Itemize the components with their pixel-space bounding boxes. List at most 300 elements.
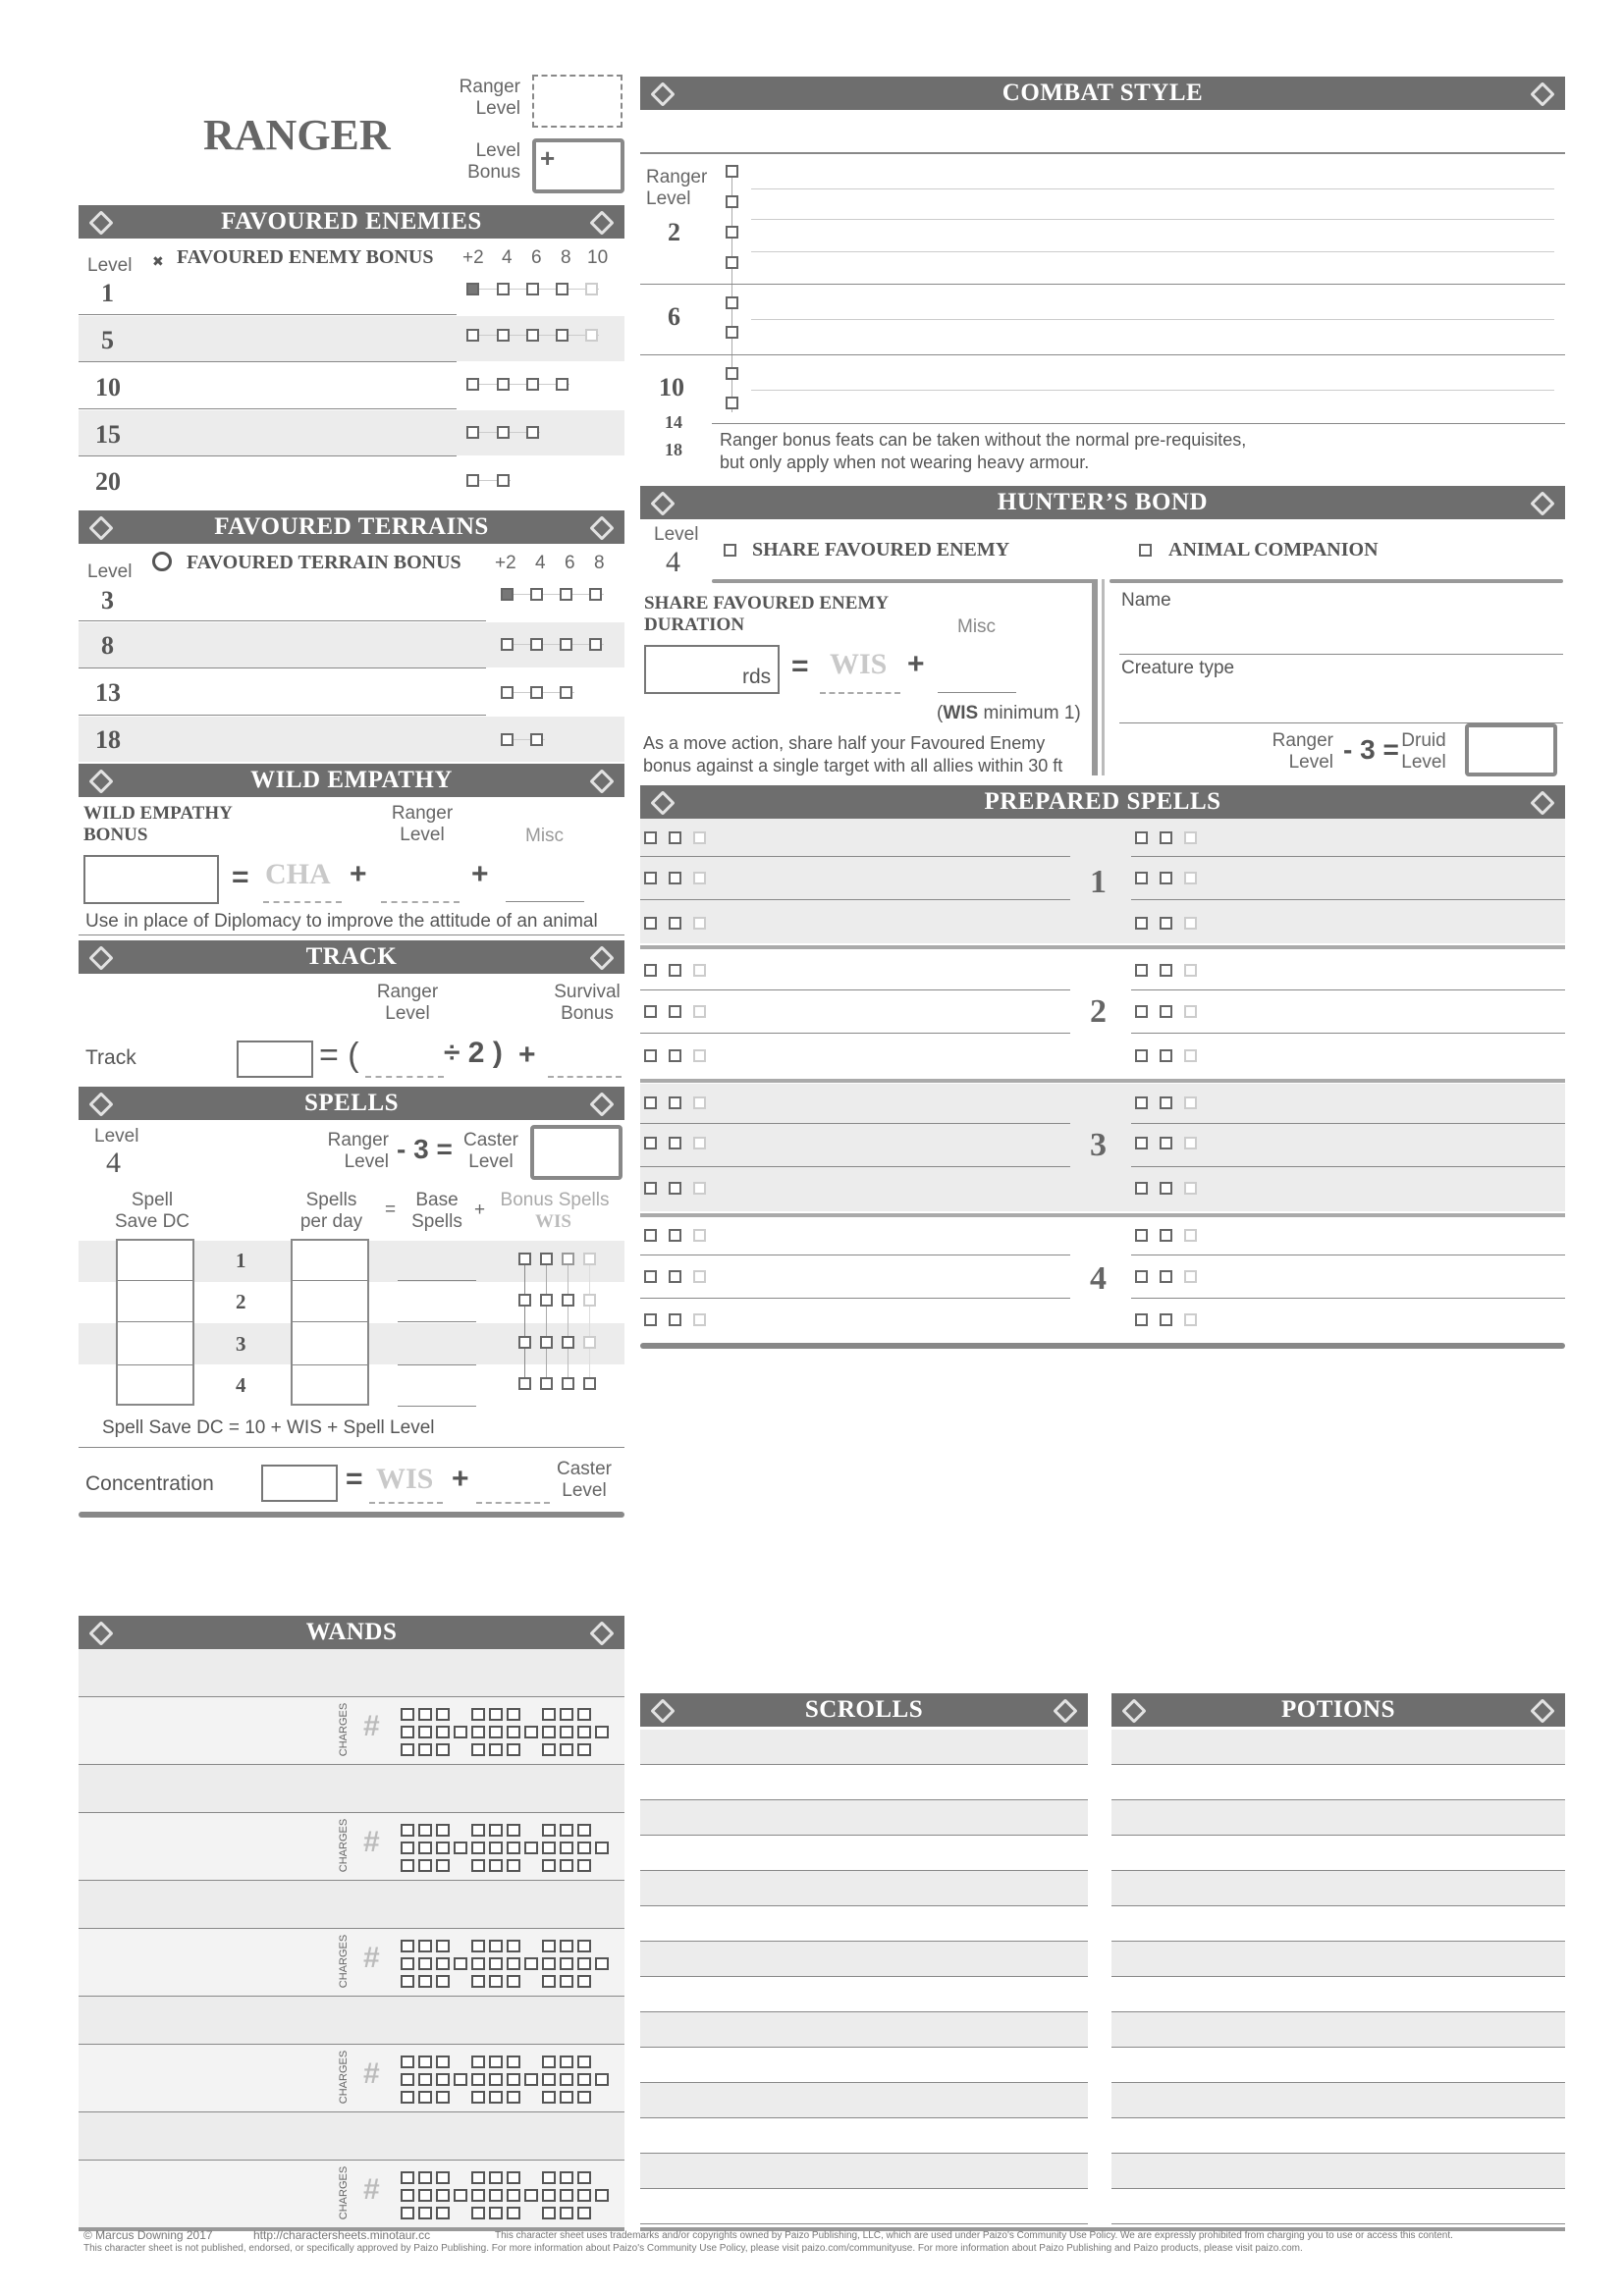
wand-charge-checkbox[interactable] xyxy=(401,1975,414,1988)
wand-charge-checkbox[interactable] xyxy=(489,2207,503,2219)
prepared-slot-checkbox[interactable] xyxy=(1160,917,1172,930)
wand-charge-checkbox[interactable] xyxy=(471,1975,485,1988)
prepared-slot-checkbox[interactable] xyxy=(644,1270,657,1283)
wand-charge-checkbox[interactable] xyxy=(471,1957,485,1970)
wand-charge-checkbox[interactable] xyxy=(436,1824,450,1837)
prepared-slot-checkbox[interactable] xyxy=(644,917,657,930)
wand-charge-checkbox[interactable] xyxy=(436,1957,450,1970)
fe-checkbox[interactable] xyxy=(497,378,510,391)
ft-checkbox[interactable] xyxy=(530,638,543,651)
wand-charge-checkbox[interactable] xyxy=(401,1708,414,1721)
wand-charge-checkbox[interactable] xyxy=(542,1726,556,1738)
prepared-slot-checkbox[interactable] xyxy=(1135,964,1148,977)
fe-checkbox[interactable] xyxy=(556,283,568,295)
prepared-slot-checkbox[interactable] xyxy=(1184,1096,1197,1109)
fe-checkbox[interactable] xyxy=(526,329,539,342)
prepared-slot-checkbox[interactable] xyxy=(1135,1137,1148,1149)
wand-charge-checkbox[interactable] xyxy=(542,1842,556,1854)
prepared-slot-checkbox[interactable] xyxy=(1135,1182,1148,1195)
wand-charge-checkbox[interactable] xyxy=(471,1940,485,1952)
ft-checkbox[interactable] xyxy=(501,638,514,651)
wand-charge-checkbox[interactable] xyxy=(542,1957,556,1970)
cs-feat-checkbox[interactable] xyxy=(726,226,738,239)
prepared-slot-checkbox[interactable] xyxy=(644,1229,657,1242)
bonus-spell-checkbox[interactable] xyxy=(562,1253,574,1265)
wand-charge-checkbox[interactable] xyxy=(489,1842,503,1854)
wand-charge-checkbox[interactable] xyxy=(489,1743,503,1756)
prepared-slot-checkbox[interactable] xyxy=(644,1005,657,1018)
prepared-slot-checkbox[interactable] xyxy=(1160,1005,1172,1018)
potion-row-line[interactable] xyxy=(1111,1905,1565,1906)
scroll-row-line[interactable] xyxy=(640,1976,1088,1977)
wand-charge-checkbox[interactable] xyxy=(436,1859,450,1872)
cs-feat-checkbox[interactable] xyxy=(726,326,738,339)
ft-checkbox[interactable] xyxy=(560,588,572,601)
wand-charge-checkbox[interactable] xyxy=(401,2091,414,2104)
scroll-row-line[interactable] xyxy=(640,1835,1088,1836)
fe-checkbox[interactable] xyxy=(466,378,479,391)
wand-charge-checkbox[interactable] xyxy=(577,1957,591,1970)
potion-row-line[interactable] xyxy=(1111,1976,1565,1977)
fe-checkbox[interactable] xyxy=(556,329,568,342)
wand-charge-checkbox[interactable] xyxy=(524,1726,538,1738)
bonus-spell-checkbox[interactable] xyxy=(583,1336,596,1349)
wand-charge-checkbox[interactable] xyxy=(560,1975,573,1988)
wand-charge-checkbox[interactable] xyxy=(595,1842,609,1854)
wand-charge-checkbox[interactable] xyxy=(471,1743,485,1756)
wand-charge-checkbox[interactable] xyxy=(507,2056,520,2068)
wand-charge-checkbox[interactable] xyxy=(560,1842,573,1854)
prepared-slot-checkbox[interactable] xyxy=(1160,1137,1172,1149)
wand-charge-checkbox[interactable] xyxy=(436,2056,450,2068)
wand-charge-checkbox[interactable] xyxy=(577,2091,591,2104)
wand-charge-checkbox[interactable] xyxy=(436,1940,450,1952)
wand-charge-checkbox[interactable] xyxy=(454,2073,467,2086)
wand-charge-checkbox[interactable] xyxy=(418,1824,432,1837)
prepared-slot-checkbox[interactable] xyxy=(1184,1229,1197,1242)
prepared-slot-checkbox[interactable] xyxy=(1160,1229,1172,1242)
ft-checkbox[interactable] xyxy=(589,588,602,601)
prepared-slot-checkbox[interactable] xyxy=(1160,1096,1172,1109)
wand-charge-checkbox[interactable] xyxy=(560,1940,573,1952)
prepared-slot-checkbox[interactable] xyxy=(693,1229,706,1242)
prepared-slot-checkbox[interactable] xyxy=(644,872,657,884)
prepared-slot-checkbox[interactable] xyxy=(669,1005,681,1018)
prepared-slot-checkbox[interactable] xyxy=(693,1096,706,1109)
wand-charge-checkbox[interactable] xyxy=(560,2171,573,2184)
wand-charge-checkbox[interactable] xyxy=(577,1940,591,1952)
concentration-box[interactable] xyxy=(261,1465,338,1502)
wand-charge-checkbox[interactable] xyxy=(418,1859,432,1872)
wand-charge-checkbox[interactable] xyxy=(489,1975,503,1988)
wand-charge-checkbox[interactable] xyxy=(489,2091,503,2104)
wand-charge-checkbox[interactable] xyxy=(489,2073,503,2086)
wand-charge-checkbox[interactable] xyxy=(489,1824,503,1837)
wand-charge-checkbox[interactable] xyxy=(560,1824,573,1837)
fe-checkbox[interactable] xyxy=(466,329,479,342)
wand-charge-checkbox[interactable] xyxy=(542,2207,556,2219)
prepared-slot-checkbox[interactable] xyxy=(693,917,706,930)
wand-charge-checkbox[interactable] xyxy=(471,2171,485,2184)
wand-charge-checkbox[interactable] xyxy=(401,2073,414,2086)
cs-feat-checkbox[interactable] xyxy=(726,397,738,409)
prepared-slot-checkbox[interactable] xyxy=(1184,1005,1197,1018)
we-bonus-box[interactable] xyxy=(83,855,219,904)
wand-charge-checkbox[interactable] xyxy=(507,1859,520,1872)
wand-charge-checkbox[interactable] xyxy=(542,2073,556,2086)
wand-charge-checkbox[interactable] xyxy=(542,1940,556,1952)
bonus-spell-checkbox[interactable] xyxy=(518,1336,531,1349)
prepared-slot-checkbox[interactable] xyxy=(644,1096,657,1109)
wand-charge-checkbox[interactable] xyxy=(595,2189,609,2202)
ft-checkbox[interactable] xyxy=(501,686,514,699)
prepared-slot-checkbox[interactable] xyxy=(1135,1049,1148,1062)
prepared-slot-checkbox[interactable] xyxy=(1184,1049,1197,1062)
wand-charge-checkbox[interactable] xyxy=(489,1859,503,1872)
ft-checkbox[interactable] xyxy=(530,686,543,699)
potion-row-line[interactable] xyxy=(1111,2117,1565,2118)
caster-level-box[interactable] xyxy=(530,1125,623,1180)
wand-charge-checkbox[interactable] xyxy=(542,1708,556,1721)
wand-charge-checkbox[interactable] xyxy=(507,1842,520,1854)
wand-charge-checkbox[interactable] xyxy=(577,1975,591,1988)
wand-charge-checkbox[interactable] xyxy=(454,1957,467,1970)
cs-feat-checkbox[interactable] xyxy=(726,256,738,269)
wand-charge-checkbox[interactable] xyxy=(542,2171,556,2184)
wand-charge-checkbox[interactable] xyxy=(436,1975,450,1988)
prepared-slot-checkbox[interactable] xyxy=(1184,872,1197,884)
wand-charge-checkbox[interactable] xyxy=(418,1940,432,1952)
wand-charge-checkbox[interactable] xyxy=(577,2073,591,2086)
potion-row-line[interactable] xyxy=(1111,2223,1565,2224)
wand-charge-checkbox[interactable] xyxy=(577,1842,591,1854)
wand-charge-checkbox[interactable] xyxy=(542,1859,556,1872)
wand-charge-checkbox[interactable] xyxy=(542,2091,556,2104)
wand-charge-checkbox[interactable] xyxy=(560,1957,573,1970)
fe-checkbox[interactable] xyxy=(466,283,479,295)
wand-charge-checkbox[interactable] xyxy=(436,1842,450,1854)
prepared-slot-checkbox[interactable] xyxy=(1160,964,1172,977)
wand-charge-checkbox[interactable] xyxy=(418,1975,432,1988)
ft-checkbox[interactable] xyxy=(501,733,514,746)
wand-charge-checkbox[interactable] xyxy=(436,1743,450,1756)
prepared-slot-checkbox[interactable] xyxy=(1184,1313,1197,1326)
prepared-slot-checkbox[interactable] xyxy=(693,1182,706,1195)
wand-charge-checkbox[interactable] xyxy=(401,2189,414,2202)
cs-feat-checkbox[interactable] xyxy=(726,296,738,309)
bonus-spell-checkbox[interactable] xyxy=(540,1294,553,1307)
wand-charge-checkbox[interactable] xyxy=(401,2171,414,2184)
potion-row-line[interactable] xyxy=(1111,1764,1565,1765)
prepared-slot-checkbox[interactable] xyxy=(1160,1270,1172,1283)
spells-per-day-box[interactable] xyxy=(291,1239,369,1406)
prepared-slot-checkbox[interactable] xyxy=(1135,872,1148,884)
prepared-slot-checkbox[interactable] xyxy=(1160,1313,1172,1326)
prepared-slot-checkbox[interactable] xyxy=(644,964,657,977)
bonus-spell-checkbox[interactable] xyxy=(518,1253,531,1265)
wand-charge-checkbox[interactable] xyxy=(577,2207,591,2219)
wand-charge-checkbox[interactable] xyxy=(560,2091,573,2104)
wand-charge-checkbox[interactable] xyxy=(436,1708,450,1721)
bonus-spell-checkbox[interactable] xyxy=(540,1253,553,1265)
prepared-slot-checkbox[interactable] xyxy=(1135,831,1148,844)
prepared-slot-checkbox[interactable] xyxy=(1160,831,1172,844)
prepared-slot-checkbox[interactable] xyxy=(693,831,706,844)
potion-row-line[interactable] xyxy=(1111,2047,1565,2048)
wand-charge-checkbox[interactable] xyxy=(489,1940,503,1952)
wand-charge-checkbox[interactable] xyxy=(454,1842,467,1854)
prepared-slot-checkbox[interactable] xyxy=(1184,917,1197,930)
wand-charge-checkbox[interactable] xyxy=(507,1975,520,1988)
fe-checkbox[interactable] xyxy=(497,283,510,295)
track-box[interactable] xyxy=(237,1041,313,1078)
wand-charge-checkbox[interactable] xyxy=(418,1708,432,1721)
wand-charge-checkbox[interactable] xyxy=(401,1743,414,1756)
cs-feat-checkbox[interactable] xyxy=(726,367,738,380)
bonus-spell-checkbox[interactable] xyxy=(562,1336,574,1349)
prepared-slot-checkbox[interactable] xyxy=(644,1137,657,1149)
wand-charge-checkbox[interactable] xyxy=(560,2056,573,2068)
wand-charge-checkbox[interactable] xyxy=(560,1859,573,1872)
ft-checkbox[interactable] xyxy=(530,733,543,746)
bonus-spell-checkbox[interactable] xyxy=(562,1294,574,1307)
wand-charge-checkbox[interactable] xyxy=(401,2207,414,2219)
wand-charge-checkbox[interactable] xyxy=(507,2073,520,2086)
wand-charge-checkbox[interactable] xyxy=(436,1726,450,1738)
wand-charge-checkbox[interactable] xyxy=(436,2073,450,2086)
prepared-slot-checkbox[interactable] xyxy=(644,1182,657,1195)
prepared-slot-checkbox[interactable] xyxy=(1135,1313,1148,1326)
prepared-slot-checkbox[interactable] xyxy=(1184,1270,1197,1283)
wand-charge-checkbox[interactable] xyxy=(595,1726,609,1738)
wand-charge-checkbox[interactable] xyxy=(577,1824,591,1837)
wand-charge-checkbox[interactable] xyxy=(436,2091,450,2104)
bonus-spell-checkbox[interactable] xyxy=(540,1336,553,1349)
bonus-spell-checkbox[interactable] xyxy=(540,1377,553,1390)
wand-charge-checkbox[interactable] xyxy=(418,1842,432,1854)
wand-charge-checkbox[interactable] xyxy=(401,1824,414,1837)
wand-charge-checkbox[interactable] xyxy=(577,1708,591,1721)
ft-checkbox[interactable] xyxy=(560,638,572,651)
wand-charge-checkbox[interactable] xyxy=(401,1726,414,1738)
wand-charge-checkbox[interactable] xyxy=(489,2171,503,2184)
wand-charge-checkbox[interactable] xyxy=(471,1824,485,1837)
wand-charge-checkbox[interactable] xyxy=(560,1743,573,1756)
fe-checkbox[interactable] xyxy=(526,426,539,439)
fe-checkbox[interactable] xyxy=(585,283,598,295)
wand-charge-checkbox[interactable] xyxy=(471,1726,485,1738)
wand-charge-checkbox[interactable] xyxy=(418,2073,432,2086)
fe-checkbox[interactable] xyxy=(526,378,539,391)
prepared-slot-checkbox[interactable] xyxy=(669,1049,681,1062)
wand-charge-checkbox[interactable] xyxy=(524,1957,538,1970)
scroll-row-line[interactable] xyxy=(640,1905,1088,1906)
potion-row-line[interactable] xyxy=(1111,2188,1565,2189)
scroll-row-line[interactable] xyxy=(640,2047,1088,2048)
wand-charge-checkbox[interactable] xyxy=(418,1743,432,1756)
wand-charge-checkbox[interactable] xyxy=(471,2073,485,2086)
wand-charge-checkbox[interactable] xyxy=(418,1957,432,1970)
fe-checkbox[interactable] xyxy=(497,474,510,487)
wand-charge-checkbox[interactable] xyxy=(489,1957,503,1970)
wand-charge-checkbox[interactable] xyxy=(418,2171,432,2184)
wand-charge-checkbox[interactable] xyxy=(418,2189,432,2202)
prepared-slot-checkbox[interactable] xyxy=(1184,1137,1197,1149)
fe-checkbox[interactable] xyxy=(466,474,479,487)
bonus-spell-checkbox[interactable] xyxy=(583,1377,596,1390)
wand-charge-checkbox[interactable] xyxy=(560,1708,573,1721)
wand-charge-checkbox[interactable] xyxy=(595,2073,609,2086)
prepared-slot-checkbox[interactable] xyxy=(1184,831,1197,844)
ft-checkbox[interactable] xyxy=(589,638,602,651)
prepared-slot-checkbox[interactable] xyxy=(669,831,681,844)
prepared-slot-checkbox[interactable] xyxy=(644,1313,657,1326)
prepared-slot-checkbox[interactable] xyxy=(669,1137,681,1149)
prepared-slot-checkbox[interactable] xyxy=(693,1137,706,1149)
prepared-slot-checkbox[interactable] xyxy=(669,1270,681,1283)
wand-charge-checkbox[interactable] xyxy=(401,1842,414,1854)
wand-charge-checkbox[interactable] xyxy=(507,1708,520,1721)
prepared-slot-checkbox[interactable] xyxy=(644,1049,657,1062)
bonus-spell-checkbox[interactable] xyxy=(583,1294,596,1307)
wand-charge-checkbox[interactable] xyxy=(507,2207,520,2219)
fe-checkbox[interactable] xyxy=(497,329,510,342)
wand-charge-checkbox[interactable] xyxy=(489,2056,503,2068)
bonus-spell-checkbox[interactable] xyxy=(518,1377,531,1390)
prepared-slot-checkbox[interactable] xyxy=(669,1313,681,1326)
wand-charge-checkbox[interactable] xyxy=(471,2056,485,2068)
prepared-slot-checkbox[interactable] xyxy=(1184,1182,1197,1195)
wand-charge-checkbox[interactable] xyxy=(507,2171,520,2184)
wand-charge-checkbox[interactable] xyxy=(507,2189,520,2202)
wand-charge-checkbox[interactable] xyxy=(471,1859,485,1872)
prepared-slot-checkbox[interactable] xyxy=(1135,917,1148,930)
hb-option-checkbox[interactable] xyxy=(1139,544,1152,557)
wand-charge-checkbox[interactable] xyxy=(542,1824,556,1837)
prepared-slot-checkbox[interactable] xyxy=(693,964,706,977)
wand-charge-checkbox[interactable] xyxy=(454,2189,467,2202)
wand-charge-checkbox[interactable] xyxy=(577,1859,591,1872)
prepared-slot-checkbox[interactable] xyxy=(1135,1096,1148,1109)
bonus-spell-checkbox[interactable] xyxy=(583,1253,596,1265)
prepared-slot-checkbox[interactable] xyxy=(669,1096,681,1109)
wand-charge-checkbox[interactable] xyxy=(507,1957,520,1970)
wand-charge-checkbox[interactable] xyxy=(542,1975,556,1988)
wand-charge-checkbox[interactable] xyxy=(524,2189,538,2202)
wand-charge-checkbox[interactable] xyxy=(542,2056,556,2068)
wand-charge-checkbox[interactable] xyxy=(542,2189,556,2202)
prepared-slot-checkbox[interactable] xyxy=(1184,964,1197,977)
prepared-slot-checkbox[interactable] xyxy=(1160,872,1172,884)
fe-checkbox[interactable] xyxy=(497,426,510,439)
wand-charge-checkbox[interactable] xyxy=(507,1940,520,1952)
wand-charge-checkbox[interactable] xyxy=(454,1726,467,1738)
wand-charge-checkbox[interactable] xyxy=(577,2056,591,2068)
cs-feat-checkbox[interactable] xyxy=(726,195,738,208)
wand-charge-checkbox[interactable] xyxy=(471,2091,485,2104)
fe-checkbox[interactable] xyxy=(585,329,598,342)
scroll-row-line[interactable] xyxy=(640,2223,1088,2224)
wand-charge-checkbox[interactable] xyxy=(507,1824,520,1837)
wand-charge-checkbox[interactable] xyxy=(471,2207,485,2219)
prepared-slot-checkbox[interactable] xyxy=(693,1005,706,1018)
wand-charge-checkbox[interactable] xyxy=(524,2073,538,2086)
prepared-slot-checkbox[interactable] xyxy=(693,1049,706,1062)
prepared-slot-checkbox[interactable] xyxy=(1135,1270,1148,1283)
scroll-row-line[interactable] xyxy=(640,2117,1088,2118)
wand-charge-checkbox[interactable] xyxy=(560,2189,573,2202)
wand-charge-checkbox[interactable] xyxy=(436,2189,450,2202)
fe-checkbox[interactable] xyxy=(466,426,479,439)
wand-charge-checkbox[interactable] xyxy=(595,1957,609,1970)
ft-checkbox[interactable] xyxy=(501,588,514,601)
wand-charge-checkbox[interactable] xyxy=(524,1842,538,1854)
prepared-slot-checkbox[interactable] xyxy=(669,917,681,930)
prepared-slot-checkbox[interactable] xyxy=(669,964,681,977)
wand-charge-checkbox[interactable] xyxy=(560,2073,573,2086)
prepared-slot-checkbox[interactable] xyxy=(669,1229,681,1242)
prepared-slot-checkbox[interactable] xyxy=(669,1182,681,1195)
fe-checkbox[interactable] xyxy=(556,378,568,391)
wand-charge-checkbox[interactable] xyxy=(507,1726,520,1738)
prepared-slot-checkbox[interactable] xyxy=(644,831,657,844)
wand-charge-checkbox[interactable] xyxy=(560,1726,573,1738)
wand-charge-checkbox[interactable] xyxy=(577,2189,591,2202)
scroll-row-line[interactable] xyxy=(640,2188,1088,2189)
wand-charge-checkbox[interactable] xyxy=(401,2056,414,2068)
ft-checkbox[interactable] xyxy=(530,588,543,601)
wand-charge-checkbox[interactable] xyxy=(418,1726,432,1738)
spell-dc-box[interactable] xyxy=(116,1239,194,1406)
wand-charge-checkbox[interactable] xyxy=(577,1743,591,1756)
wand-charge-checkbox[interactable] xyxy=(418,2091,432,2104)
wand-charge-checkbox[interactable] xyxy=(436,2207,450,2219)
fe-checkbox[interactable] xyxy=(526,283,539,295)
prepared-slot-checkbox[interactable] xyxy=(1160,1182,1172,1195)
prepared-slot-checkbox[interactable] xyxy=(1160,1049,1172,1062)
wand-charge-checkbox[interactable] xyxy=(542,1743,556,1756)
wand-charge-checkbox[interactable] xyxy=(401,1859,414,1872)
prepared-slot-checkbox[interactable] xyxy=(1135,1005,1148,1018)
wand-charge-checkbox[interactable] xyxy=(507,2091,520,2104)
druid-level-box[interactable] xyxy=(1465,723,1557,776)
potion-row-line[interactable] xyxy=(1111,1835,1565,1836)
prepared-slot-checkbox[interactable] xyxy=(669,872,681,884)
wand-charge-checkbox[interactable] xyxy=(471,1842,485,1854)
wand-charge-checkbox[interactable] xyxy=(507,1743,520,1756)
prepared-slot-checkbox[interactable] xyxy=(693,1270,706,1283)
cs-feat-checkbox[interactable] xyxy=(726,165,738,178)
wand-charge-checkbox[interactable] xyxy=(471,1708,485,1721)
wand-charge-checkbox[interactable] xyxy=(436,2171,450,2184)
prepared-slot-checkbox[interactable] xyxy=(1135,1229,1148,1242)
prepared-slot-checkbox[interactable] xyxy=(693,872,706,884)
wand-charge-checkbox[interactable] xyxy=(418,2056,432,2068)
ft-checkbox[interactable] xyxy=(560,686,572,699)
wand-charge-checkbox[interactable] xyxy=(489,1708,503,1721)
prepared-slot-checkbox[interactable] xyxy=(693,1313,706,1326)
bonus-spell-checkbox[interactable] xyxy=(518,1294,531,1307)
wand-charge-checkbox[interactable] xyxy=(560,2207,573,2219)
wand-charge-checkbox[interactable] xyxy=(577,1726,591,1738)
wand-charge-checkbox[interactable] xyxy=(489,1726,503,1738)
wand-charge-checkbox[interactable] xyxy=(489,2189,503,2202)
hb-option-checkbox[interactable] xyxy=(724,544,736,557)
scroll-row-line[interactable] xyxy=(640,1764,1088,1765)
wand-charge-checkbox[interactable] xyxy=(418,2207,432,2219)
ranger-level-box[interactable] xyxy=(532,75,623,128)
wand-charge-checkbox[interactable] xyxy=(401,1940,414,1952)
